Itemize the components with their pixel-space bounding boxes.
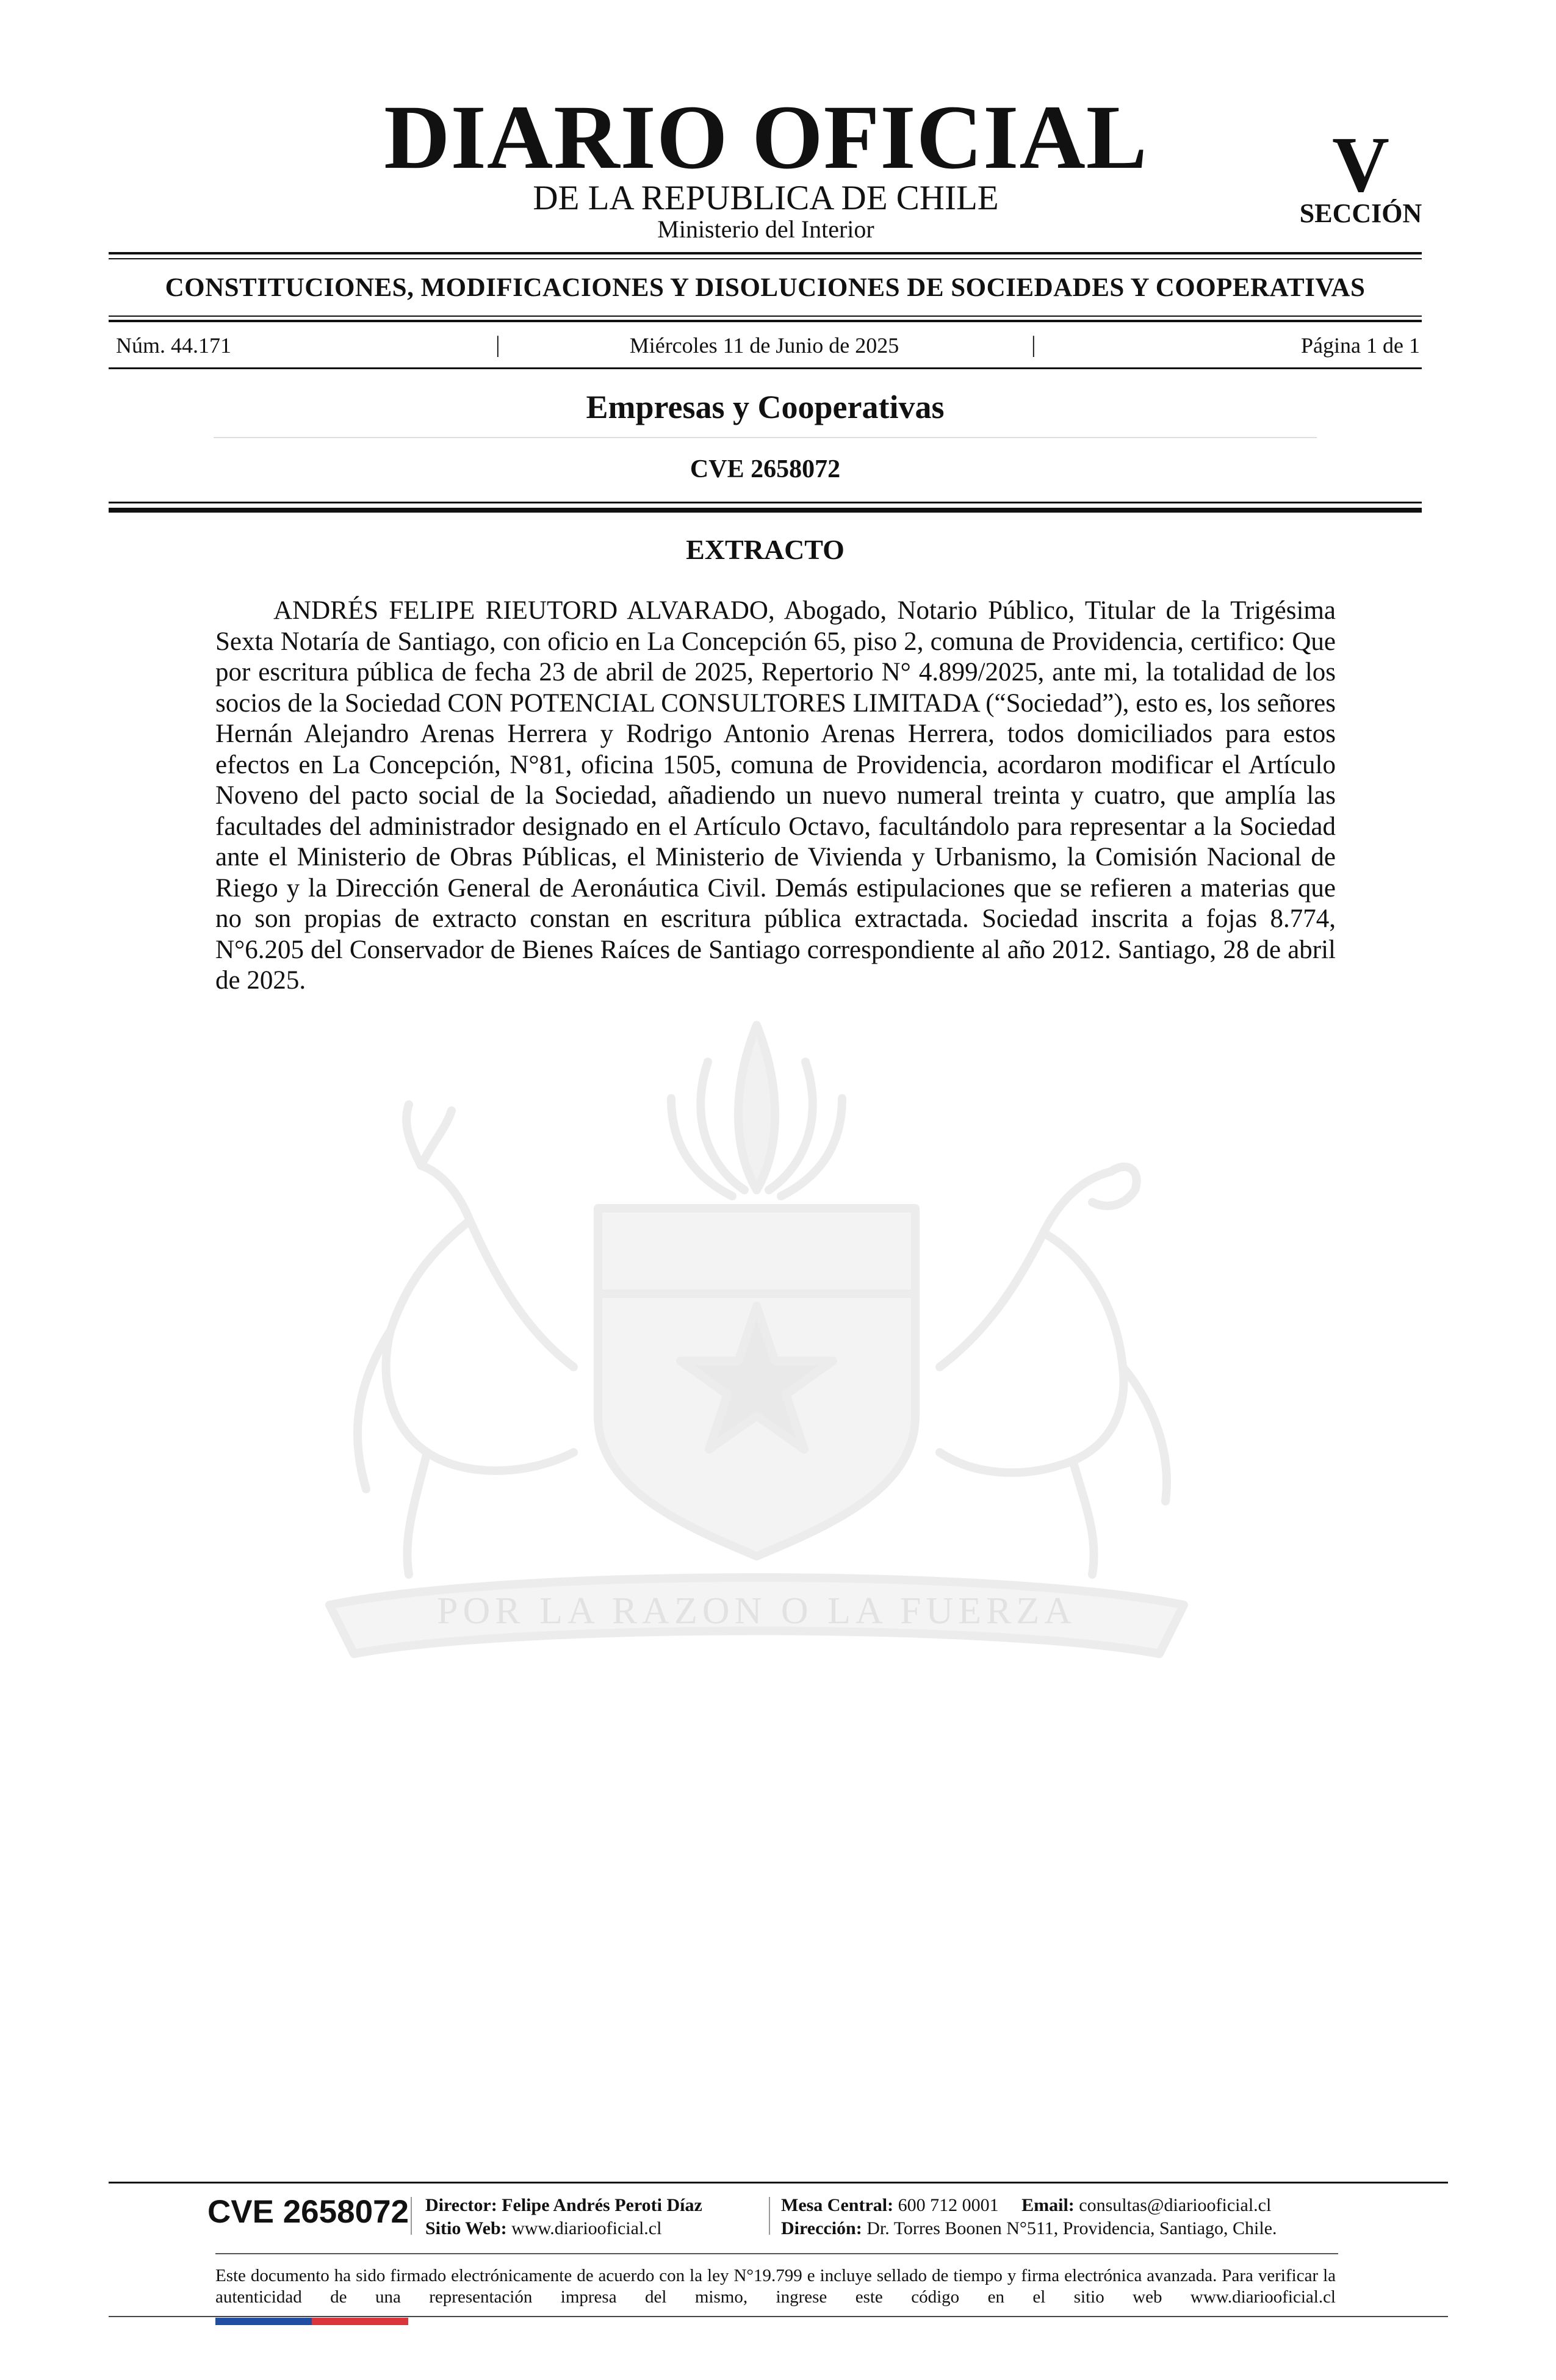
director-value: Felipe Andrés Peroti Díaz [502,2195,702,2215]
masthead-ministry: Ministerio del Interior [657,215,874,243]
watermark-motto: POR LA RAZON O LA FUERZA [436,1590,1077,1632]
separator: | [1031,332,1036,358]
phone-email-line [781,2194,1277,2217]
divider [109,316,1422,317]
footer-legal-notice: Este documento ha sido firmado electrónicamente de acuerdo con la ley N°19.799 e incluye sellado de tiempo y firma electrónica avanzada. Para verificar la autenticidad de una representación impresa del mismo, ingrese este código en el sitio web www.diariooficial.cl [215,2266,1336,2307]
extract-body: ANDRÉS FELIPE RIEUTORD ALVARADO, Abogado, Notario Público, Titular de la Trigésima Sexta Notaría de Santiago, con oficio en La Concepción 65, piso 2, comuna de Providencia, certifico: Que por escritura pública de fecha 23 de abril de 2025, Repertorio N° 4.899/2025, ante mi, la totalidad de los socios de la Sociedad CON POTENCIAL CONSULTORES LIMITADA (“Sociedad”), esto es, los señores Hernán Alejandro Arenas Herrera y Rodrigo Antonio Arenas Herrera, todos domiciliados para estos efectos en La Concepción, N°81, oficina 1505, comuna de Providencia, acordaron modificar el Artículo Noveno del pacto social de la Sociedad, añadiendo un nuevo numeral treinta y cuatro, que amplía las facultades del administrador designado en el Artículo Octavo, facultándolo para representar a la Sociedad ante el Ministerio de Obras Públicas, el Ministerio de Vivienda y Urbanismo, la Comisión Nacional de Riego y la Dirección General de Aeronáutica Civil. Demás estipulaciones que se refieren a materias que no son propias de extracto constan en escritura pública extractada. Sociedad inscrita a fojas 8.774, N°6.205 del Conservador de Bienes Raíces de Santiago correspondiente al año 2012. Santiago, 28 de abril de 2025. [215,596,1336,995]
email-link[interactable]: consultas@diariooficial.cl [1079,2195,1272,2215]
cve-label: CVE 2658072 [690,455,841,483]
extract-title: EXTRACTO [686,534,845,565]
divider [214,437,1317,438]
divider [109,502,1422,503]
website-label: Sitio Web: [425,2218,507,2238]
divider [411,2197,412,2235]
coat-of-arms-watermark [207,989,1306,1721]
section-letter: V [1332,121,1389,209]
website-link[interactable]: www.diariooficial.cl [511,2218,662,2238]
separator: | [495,332,500,358]
issue-date: Miércoles 11 de Junio de 2025 [629,333,899,358]
website-line [425,2217,702,2240]
footer-cve-code: CVE 2658072 [207,2194,409,2230]
footer-contact-right [781,2194,1277,2240]
director-label: Director: [425,2195,497,2215]
divider [109,252,1422,254]
phone-value: 600 712 0001 [898,2195,999,2215]
divider [769,2197,770,2235]
divider [215,2253,1338,2254]
page-info: Página 1 de 1 [1301,333,1420,358]
divider [109,508,1422,513]
email-label: Email: [1021,2195,1075,2215]
category-title: CONSTITUCIONES, MODIFICACIONES Y DISOLUCIONES DE SOCIEDADES Y COOPERATIVAS [165,273,1366,302]
issue-number: Núm. 44.171 [116,333,231,358]
phone-label: Mesa Central: [781,2195,894,2215]
masthead-title: DIARIO OFICIAL [384,87,1148,188]
address-line [781,2217,1277,2240]
flag-stripe-red [312,2318,408,2325]
footer-contact-left [425,2194,702,2240]
flag-stripe-blue [215,2318,312,2325]
org-heading: Empresas y Cooperativas [586,389,945,425]
address-value: Dr. Torres Boonen N°511, Providencia, Santiago, Chile. [866,2218,1277,2238]
divider [109,367,1422,369]
director-line [425,2194,702,2217]
divider [109,2182,1448,2183]
divider [109,2316,1448,2317]
divider [109,320,1422,322]
address-label: Dirección: [781,2218,862,2238]
divider [109,258,1422,259]
section-label: SECCIÓN [1299,198,1422,228]
masthead-subtitle: DE LA REPUBLICA DE CHILE [533,179,999,217]
